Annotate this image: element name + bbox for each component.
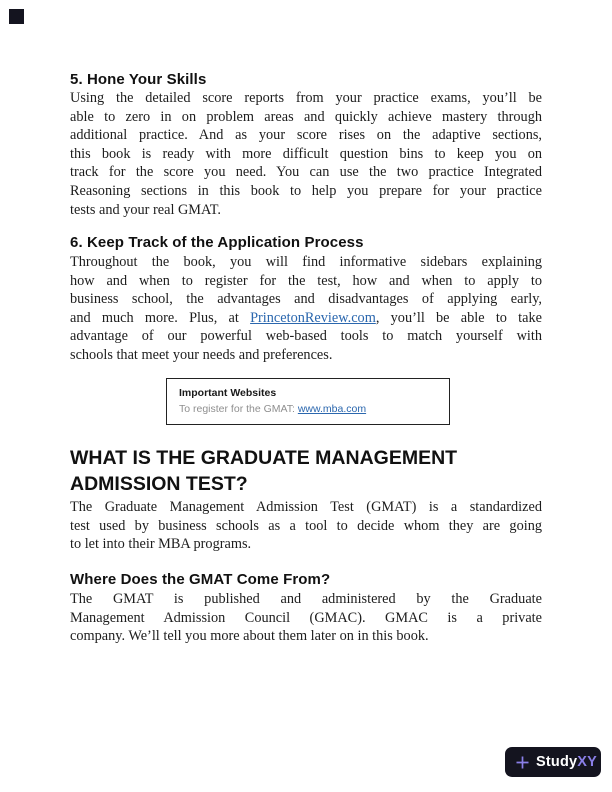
text-line: business school, the advantages and disadvantages of applying early, — [70, 291, 542, 308]
text-line: Reasoning sections in this book to help you prepare for your practice — [70, 182, 542, 199]
logo-text — [536, 754, 597, 770]
text-line: track for the score you need. You can use the two practice Integrated — [70, 164, 542, 181]
text-line: this book is ready with more difficult question bins to keep you on — [70, 145, 542, 162]
text-line: Using the detailed score reports from your practice exams, you’ll be — [70, 90, 542, 106]
section-heading-gmat-origin: Where Does the GMAT Come From? — [70, 571, 331, 588]
section-heading-application-process: 6. Keep Track of the Application Process — [70, 234, 364, 251]
paragraph-application-process — [70, 253, 542, 365]
text-line: additional practice. And as your score rises on the adaptive sections, — [70, 127, 542, 144]
section-heading-hone-skills: 5. Hone Your Skills — [70, 71, 207, 88]
text-line: ADMISSION TEST? — [70, 473, 248, 495]
text-line: test used by business schools as a tool to decide whom they are going — [70, 517, 542, 534]
info-box-line — [179, 403, 437, 416]
paragraph-hone-skills — [70, 89, 542, 219]
text-line: tests and your real GMAT. — [70, 201, 222, 218]
paragraph-gmat-origin — [70, 590, 542, 646]
text-line: schools that meet your needs and preferences. — [70, 346, 333, 363]
paragraph-what-is-gmat — [70, 498, 542, 554]
plus-icon — [515, 755, 530, 770]
text-line: The Graduate Management Admission Test (GMAT) is a standardized — [70, 499, 542, 515]
text-line: WHAT IS THE GRADUATE MANAGEMENT — [70, 447, 458, 469]
logo-text-accent: XY — [577, 754, 598, 770]
studyxy-logo-badge — [505, 747, 601, 777]
important-websites-box — [166, 378, 450, 425]
text-line: how and when to register for the test, how and when to apply to — [70, 272, 542, 289]
mba-link[interactable]: www.mba.com — [297, 403, 367, 415]
text-line — [70, 309, 542, 328]
text-line: Management Admission Council (GMAC). GMAC is a private — [70, 609, 542, 626]
text-line: to let into their MBA programs. — [70, 536, 252, 553]
text-line: able to zero in on problem areas and quickly achieve mastery through — [70, 108, 542, 125]
corner-mark — [9, 9, 24, 24]
text-line: The GMAT is published and administered by the Graduate — [70, 591, 542, 607]
text-line: advantage of our powerful web-based tools to match yourself with — [70, 328, 542, 345]
main-heading-what-is-gmat — [70, 445, 550, 497]
info-box-title: Important Websites — [179, 387, 277, 399]
princetonreview-link[interactable]: PrincetonReview.com — [250, 309, 376, 326]
info-box-line-text: To register for the GMAT: — [179, 403, 298, 415]
logo-text-primary: Study — [536, 754, 578, 770]
text-line-segment: , you’ll be able to take — [375, 309, 542, 326]
text-line: Throughout the book, you will find informative sidebars explaining — [70, 254, 542, 270]
text-line: company. We’ll tell you more about them later on in this book. — [70, 628, 429, 645]
text-line-segment: and much more. Plus, at — [70, 309, 251, 326]
